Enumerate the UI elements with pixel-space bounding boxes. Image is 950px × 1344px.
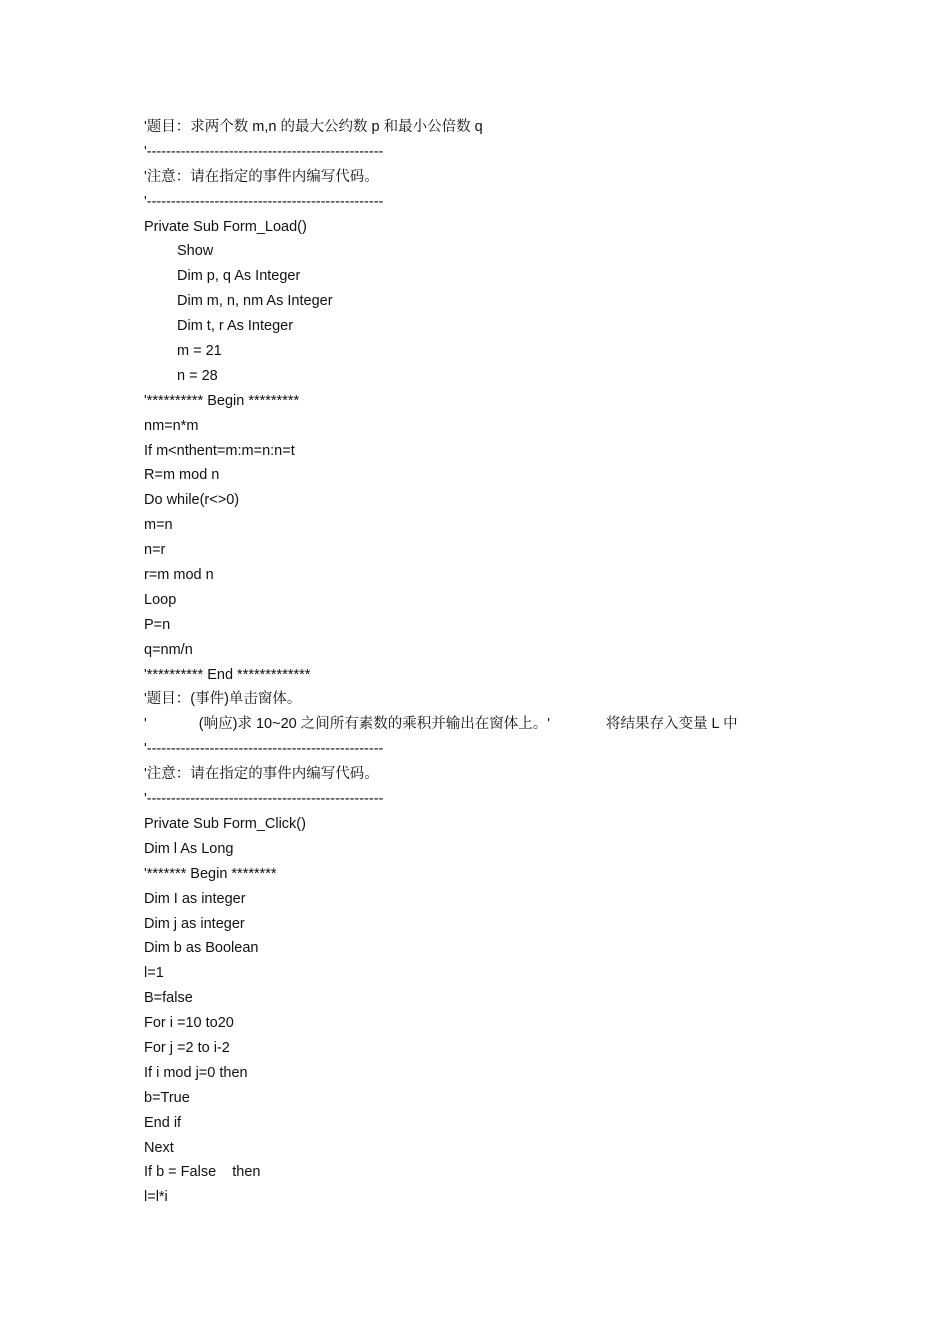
separator-line: '------------------------------------------------- [144, 741, 384, 758]
code-line: n=r [144, 542, 166, 559]
code-line: b=True [144, 1089, 190, 1106]
code-line: nm=n*m [144, 417, 199, 434]
code-line: For j =2 to i-2 [144, 1039, 230, 1056]
code-line: Next [144, 1139, 174, 1156]
code-line: B=false [144, 990, 193, 1007]
separator-line: '------------------------------------------------- [144, 143, 384, 160]
comment-response: (响应)求 10~20 之间所有素数的乘积并输出在窗体上。' [198, 716, 550, 733]
sub-form-load-header: Private Sub Form_Load() [144, 218, 307, 235]
code-line: If m<nthent=m:m=n:n=t [144, 442, 295, 459]
code-line: Show [177, 243, 214, 260]
code-line: q=nm/n [144, 641, 193, 658]
code-line-if-b [144, 1160, 904, 1185]
code-line: Dim I as integer [144, 890, 246, 907]
begin-marker: '********** Begin ********* [144, 392, 300, 409]
code-listing [144, 115, 904, 1210]
begin-marker: '******* Begin ******** [144, 865, 277, 882]
comment-title-1: '题目：求两个数 m,n 的最大公约数 p 和最小公倍数 q [144, 119, 483, 135]
code-line: n = 28 [177, 367, 218, 384]
comment-response-line [144, 712, 904, 737]
separator-line: '------------------------------------------------- [144, 193, 384, 210]
comment-title-2: '题目：(事件)单击窗体。 [144, 691, 302, 708]
code-line: l=1 [144, 965, 164, 982]
tab-spacer [216, 1164, 232, 1180]
code-line: Dim p, q As Integer [177, 268, 301, 285]
separator-line: '------------------------------------------------- [144, 791, 384, 808]
code-line: Dim j as integer [144, 915, 245, 932]
code-line: P=n [144, 616, 171, 633]
end-marker: '********** End ************* [144, 666, 311, 683]
code-line: m=n [144, 517, 173, 534]
code-line: m = 21 [177, 343, 222, 360]
code-line: End if [144, 1114, 182, 1131]
code-line: l=l*i [144, 1189, 168, 1206]
code-line: If i mod j=0 then [144, 1064, 248, 1081]
code-line: Dim m, n, nm As Integer [177, 293, 333, 310]
comment-note-2: '注意：请在指定的事件内编写代码。 [144, 766, 379, 783]
code-line: Dim t, r As Integer [177, 318, 294, 335]
code-line: Loop [144, 591, 177, 608]
code-line: For i =10 to20 [144, 1015, 234, 1032]
comment-quote: ' [144, 716, 147, 733]
code-then-keyword: then [232, 1164, 261, 1181]
comment-store-result: 将结果存入变量 L 中 [606, 716, 738, 733]
code-if-condition: If b = False [144, 1164, 217, 1181]
code-line: Dim b as Boolean [144, 940, 259, 957]
code-line: r=m mod n [144, 567, 214, 584]
code-line: Do while(r<>0) [144, 492, 240, 509]
comment-note-1: '注意：请在指定的事件内编写代码。 [144, 168, 379, 185]
code-line: R=m mod n [144, 467, 220, 484]
sub-form-click-header: Private Sub Form_Click() [144, 815, 306, 832]
code-line: Dim l As Long [144, 840, 234, 857]
